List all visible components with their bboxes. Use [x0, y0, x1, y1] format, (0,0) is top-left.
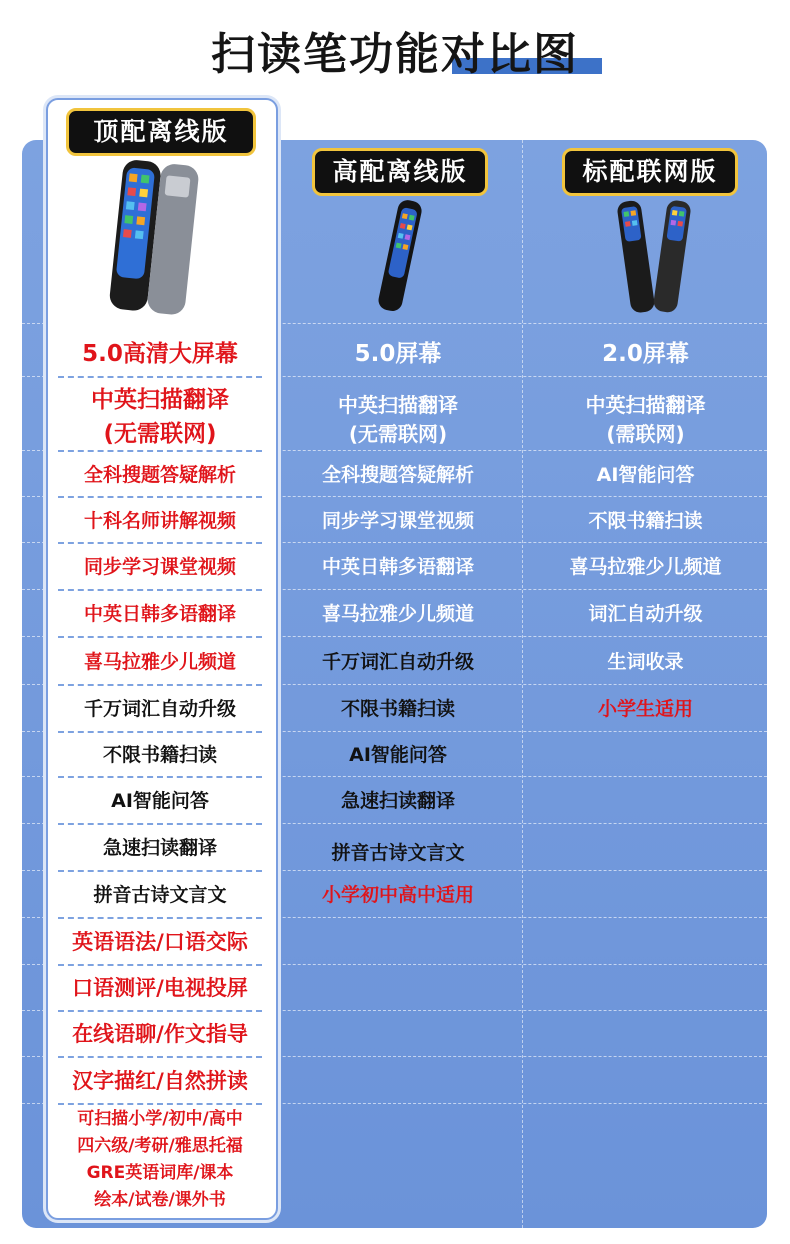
column-label-high: 高配离线版	[312, 148, 488, 196]
feature-cell: 汉字描红/自然拼读	[72, 1068, 248, 1093]
feature-cell: 5.0屏幕	[354, 340, 442, 367]
feature-cell: 全科搜题答疑解析	[321, 463, 474, 486]
feature-cell: 十科名师讲解视频	[83, 509, 236, 532]
feature-cell: 2.0屏幕	[602, 340, 689, 367]
feature-cell: 四六级/考研/雅思托福	[77, 1136, 243, 1156]
column-label-top: 顶配离线版	[66, 108, 256, 156]
feature-cell: (需联网)	[606, 421, 685, 446]
feature-cell: GRE英语词库/课本	[86, 1163, 234, 1183]
feature-cell: 生词收录	[607, 650, 684, 673]
feature-cell: 喜马拉雅少儿频道	[321, 603, 474, 625]
feature-cell: 同步学习课堂视频	[83, 556, 236, 578]
feature-cell: AI智能问答	[596, 463, 695, 486]
feature-cell: 不限书籍扫读	[102, 744, 217, 766]
feature-cell: 小学初中高中适用	[321, 884, 474, 906]
row-separator	[58, 376, 262, 378]
feature-cell: 拼音古诗文言文	[93, 884, 227, 906]
pen-image-top	[96, 158, 206, 318]
feature-cell: 急速扫读翻译	[340, 790, 455, 812]
feature-cell: 喜马拉雅少儿频道	[569, 556, 722, 578]
feature-cell: 喜马拉雅少儿频道	[83, 650, 236, 673]
pen-image-standard	[610, 192, 700, 320]
pen-image-high	[372, 196, 432, 316]
feature-cell: 英语语法/口语交际	[72, 929, 248, 954]
feature-cell: 不限书籍扫读	[588, 509, 703, 532]
feature-cell: 在线语聊/作文指导	[72, 1022, 248, 1046]
feature-cell: 5.0高清大屏幕	[82, 340, 238, 367]
feature-cell: (无需联网)	[103, 420, 217, 447]
feature-cell: 千万词汇自动升级	[321, 650, 474, 673]
feature-cell: 可扫描小学/初中/高中	[77, 1109, 243, 1129]
feature-cell: 急速扫读翻译	[102, 837, 217, 859]
feature-cell: 中英日韩多语翻译	[83, 603, 236, 625]
feature-cell: 全科搜题答疑解析	[83, 463, 236, 486]
feature-cell: 词汇自动升级	[588, 603, 703, 625]
feature-cell: 拼音古诗文言文	[331, 841, 465, 864]
feature-cell: 小学生适用	[597, 698, 693, 720]
feature-cell: AI智能问答	[111, 790, 209, 812]
feature-cell: 中英扫描翻译	[338, 392, 458, 417]
feature-cell: 绘本/试卷/课外书	[94, 1190, 226, 1210]
feature-cell: 中英扫描翻译	[585, 392, 706, 417]
row-separator	[58, 1103, 262, 1105]
feature-cell: 口语测评/电视投屏	[72, 976, 248, 1000]
feature-cell: 中英日韩多语翻译	[321, 556, 474, 578]
feature-cell: AI智能问答	[349, 744, 447, 766]
column-label-standard: 标配联网版	[562, 148, 738, 196]
feature-cell: (无需联网)	[348, 421, 448, 446]
feature-cell: 千万词汇自动升级	[83, 698, 236, 720]
feature-cell: 不限书籍扫读	[340, 698, 455, 720]
feature-cell: 中英扫描翻译	[91, 386, 229, 413]
page-title: 扫读笔功能对比图	[211, 29, 579, 80]
feature-cell: 同步学习课堂视频	[321, 509, 474, 532]
